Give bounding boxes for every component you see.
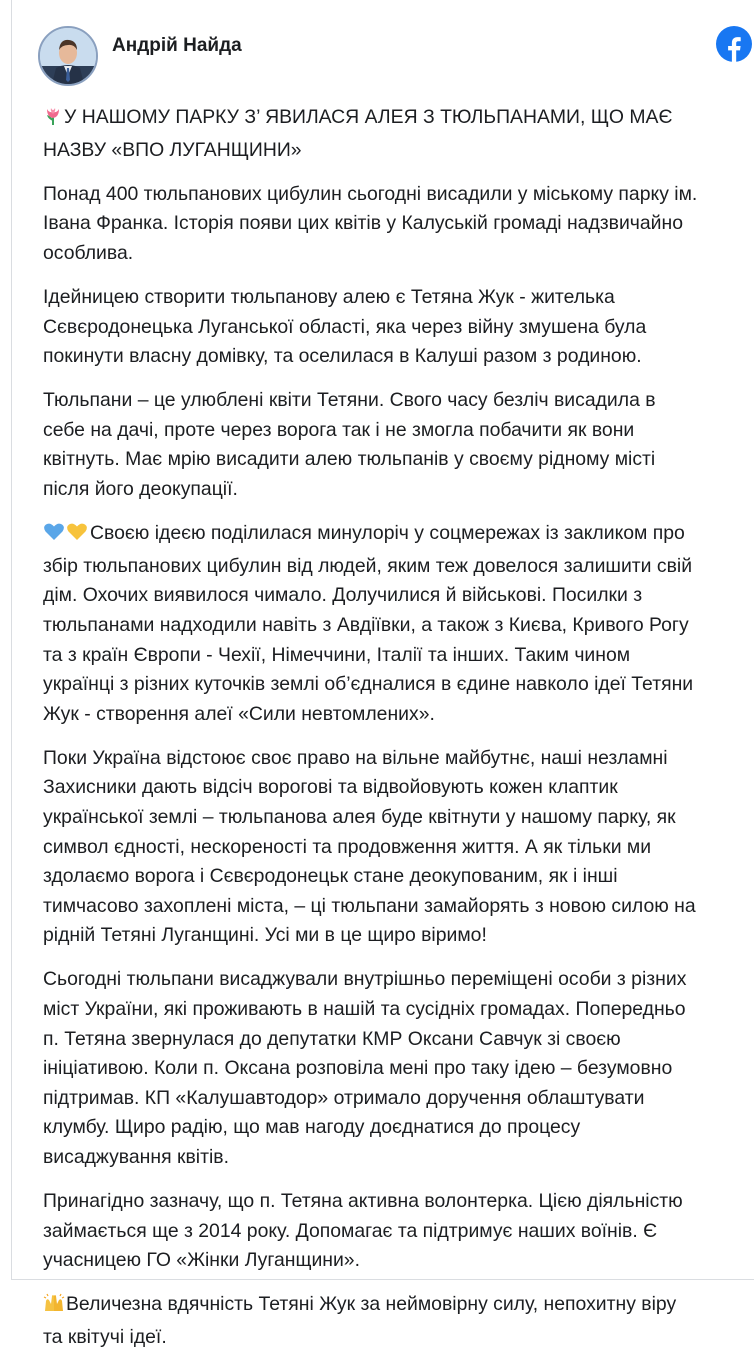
paragraph-3: Тюльпани – це улюблені квіти Тетяни. Свого часу безліч висадила в себе на дачі, проте через ворога так і не змогла побачити як вони квітнуть. Має мрію висадити алею тюльпанів у своєму рідному місті після його деокупації.	[43, 389, 656, 501]
post-headline	[43, 103, 753, 165]
blue-yellow-hearts-emoji-icon	[43, 522, 89, 552]
facebook-icon[interactable]	[716, 26, 752, 62]
post-header	[38, 26, 754, 88]
paragraph-8-text: Величезна вдячність Тетяні Жук за неймовірну силу, непохитну віру та квітучі ідеї.	[43, 1293, 677, 1348]
post-body	[43, 103, 753, 1367]
paragraph-4	[43, 519, 753, 729]
tulip-emoji-icon	[43, 106, 63, 136]
raising-hands-emoji-icon	[43, 1293, 65, 1323]
headline-text: У НАШОМУ ПАРКУ З’ ЯВИЛАСЯ АЛЕЯ З ТЮЛЬПАНАМИ, ЩО МАЄ НАЗВУ «ВПО ЛУГАНЩИНИ»	[43, 106, 673, 161]
paragraph-5: Поки Україна відстоює своє право на вільне майбутнє, наші незламні Захисники дають відсіч ворогові та відвойовують кожен клаптик української землі – тюльпанова алея буде квітнути у нашому парку, як символ єдності, нескореності та продовження життя. А як тільки ми здолаємо ворога і Сєвєродонецьк стане деокупованим, як і інші тимчасово захоплені міста, – ці тюльпани замайорять з новою силою на рідній Тетяні Луганщині. Усі ми в це щиро віримо!	[43, 746, 696, 947]
paragraph-4-text: Своєю ідеєю поділилася минулоріч у соцмережах із закликом про збір тюльпанових цибулин від людей, яким теж довелося залишити свій дім. Охочих виявилося чимало. Долучилися й військові. Посилки з тюльпанами надходили навіть з Авдіївки, а також з Києва, Кривого Рогу та з країн Європи - Чехії, Німеччини, Італії та інших. Таким чином українці з різних куточків землі об’єдналися в єдине навколо ідеї Тетяни Жук - створення алеї «Сили невтомлених».	[43, 522, 694, 725]
avatar-image	[40, 28, 96, 84]
paragraph-2: Ідейницею створити тюльпанову алею є Тетяна Жук - жителька Сєвєродонецька Луганської області, яка через війну змушена була покинути власну домівку, та оселилася в Калуші разом з родиною.	[43, 285, 647, 368]
paragraph-6: Сьогодні тюльпани висаджували внутрішньо переміщені особи з різних міст України, які проживають в нашій та сусідніх громадах. Попередньо п. Тетяна звернулася до депутатки КМР Оксани Савчук зі своєю ініціативою. Коли п. Оксана розповіла мені про таку ідею – безумовно підтримав. КП «Калушавтодор» отримало доручення облаштувати клумбу. Щиро радію, що мав нагоду доєднатися до процесу висаджування квітів.	[43, 968, 687, 1168]
avatar[interactable]	[38, 26, 98, 86]
post-card	[11, 0, 754, 1348]
paragraph-7: Принагідно зазначу, що п. Тетяна активна волонтерка. Цією діяльністю займається ще з 2014 року. Допомагає та підтримує наших воїнів. Є учасницею ГО «Жінки Луганщини».	[43, 1190, 683, 1272]
author-name[interactable]: Андрій Найда	[112, 35, 242, 56]
paragraph-8	[43, 1290, 753, 1352]
paragraph-1: Понад 400 тюльпанових цибулин сьогодні висадили у міському парку ім. Івана Франка. Історія появи цих квітів у Калуській громаді надзвичайно особлива.	[43, 182, 698, 264]
